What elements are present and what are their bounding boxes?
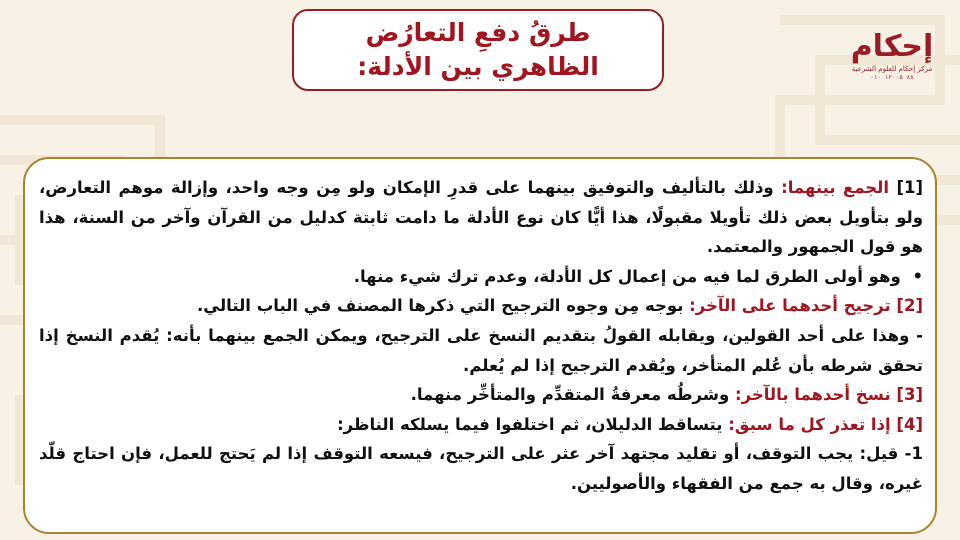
paragraph-1-heading: الجمع بينهما: xyxy=(781,178,890,197)
paragraph-4-body: - وهذا على أحد القولين، ويقابله القولُ بتقديم النسخ على الترجيح، ويمكن الجمع بينهما بأنه: يُقدم النسخ إذا تحقق شرطه بأن عُلم المتأخر، ويُقدم الترجيح إذا لم يُعلم. xyxy=(39,325,923,375)
title-box xyxy=(292,9,664,91)
paragraph-3-heading: ترجيح أحدهما على الآخر: xyxy=(689,296,891,316)
paragraph-1 xyxy=(39,173,923,262)
paragraph-6 xyxy=(39,410,923,440)
paragraph-7-body: قيل: يجب التوقف، أو تقليد مجتهد آخر عثر على الترجيح، فيسعه التوقف إذا لم يَحتج للعمل، فإن احتاج قلّد غيره، وقال به جمع من الفقهاء والأصوليين. xyxy=(39,444,923,493)
logo-code: ٨٨ ١٢٠٠٥ ٠١٠ xyxy=(870,74,914,81)
paragraph-2 xyxy=(39,262,923,292)
title-line-2: الظاهري بين الأدلة: xyxy=(357,52,599,81)
paragraph-6-heading: إذا تعذر كل ما سبق: xyxy=(728,414,891,434)
paragraph-3 xyxy=(39,291,923,321)
logo xyxy=(847,30,937,98)
title-line-1: طرقُ دفعِ التعارُض xyxy=(365,18,591,47)
paragraph-3-body: بوجه مِن وجوه الترجيح التي ذكرها المصنف في الباب التالي. xyxy=(197,296,684,316)
logo-name: إحكام xyxy=(850,29,934,64)
paragraph-7-number: 1- xyxy=(904,444,923,464)
paragraph-4 xyxy=(39,321,923,380)
paragraph-1-body: وذلك بالتأليف والتوفيق بينهما على قدرِ الإمكان ولو مِن وجه واحد، وإزالة موهم التعارض، ولو بتأويل بعض ذلك تأويلا مقبولًا، هذا أيًّا كان نوع الأدلة ما دامت ثابتة كدليل من القرآن وآخر من السنة، هذا هو قول الجمهور والمعتمد. xyxy=(39,178,923,257)
content-box xyxy=(23,157,937,534)
paragraph-5 xyxy=(39,380,923,410)
paragraph-5-heading: نسخ أحدهما بالآخر: xyxy=(734,385,891,405)
paragraph-3-number: [2] xyxy=(896,296,923,316)
logo-subtitle: مركز إحكام للعلوم الشرعية xyxy=(851,65,933,73)
paragraph-1-number: [1] xyxy=(896,178,924,197)
paragraph-2-body: وهو أولى الطرق لما فيه من إعمال كل الأدلة، وعدم ترك شيء منها. xyxy=(353,266,901,286)
paragraph-5-number: [3] xyxy=(896,385,923,405)
bullet-icon: • xyxy=(912,266,923,286)
paragraph-6-body: يتساقط الدليلان، ثم اختلفوا فيما يسلكه الناظر: xyxy=(337,414,723,434)
paragraph-7 xyxy=(39,439,923,498)
content-text xyxy=(39,173,923,499)
paragraph-6-number: [4] xyxy=(896,414,923,434)
paragraph-5-body: وشرطُه معرفةُ المتقدِّم والمتأخِّر منهما. xyxy=(410,385,730,405)
